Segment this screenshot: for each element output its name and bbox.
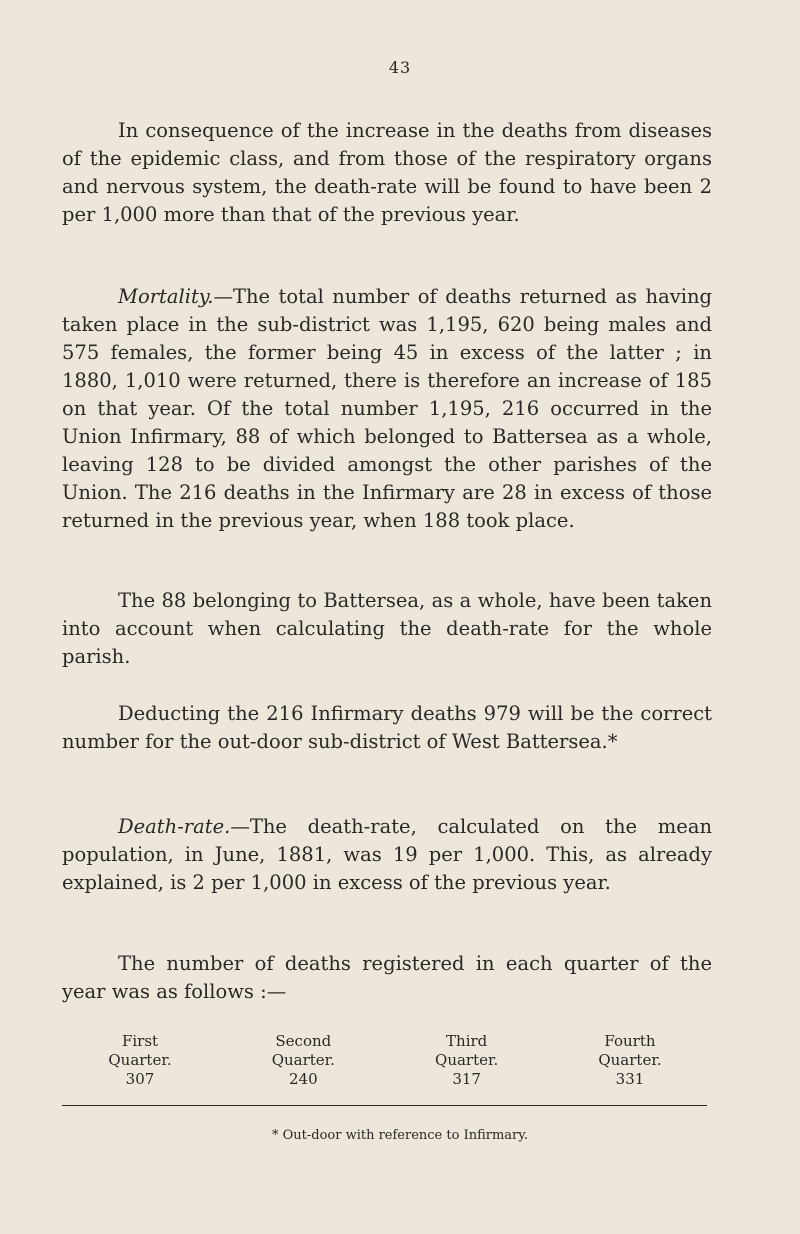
quarter-label: Quarter. (108, 1051, 172, 1069)
quarter-name: First (121, 1032, 159, 1050)
paragraph-text: In consequence of the increase in the deaths from diseases of the epidemic class, and from those of the respiratory organs and nervous system, the death-rate will be found to have been 2 per 1,000 more than that of the previous year. (62, 119, 712, 226)
paragraph-epidemic-increase (62, 117, 712, 229)
quarterly-deaths-table (75, 1032, 695, 1089)
paragraph-quarters-intro (62, 950, 712, 1006)
quarter-label: Quarter. (598, 1051, 662, 1069)
quarter-name: Fourth (604, 1032, 656, 1050)
paragraph-lead-mortality: Mortality. (118, 285, 214, 308)
footnote-divider (62, 1105, 707, 1106)
quarter-first (75, 1032, 205, 1089)
quarter-value: 307 (125, 1070, 155, 1088)
quarter-value: 240 (289, 1070, 318, 1088)
paragraph-deducting (62, 700, 712, 756)
quarter-name: Second (275, 1032, 332, 1050)
paragraph-text: The 88 belonging to Battersea, as a whole, have been taken into account when calculating the death-rate for the whole parish. (62, 589, 712, 668)
quarter-second (238, 1032, 368, 1089)
quarter-label: Quarter. (435, 1051, 499, 1069)
quarter-fourth (565, 1032, 695, 1089)
paragraph-text: The number of deaths registered in each quarter of the year was as follows :— (62, 952, 712, 1003)
quarter-third (402, 1032, 532, 1089)
quarter-value: 317 (452, 1070, 481, 1088)
paragraph-death-rate (62, 813, 712, 897)
paragraph-text: —The death-rate, calculated on the mean population, in June, 1881, was 19 per 1,000. This, as already explained, is 2 per 1,000 in excess of the previous year. (62, 815, 712, 894)
paragraph-lead-death-rate: Death-rate. (118, 815, 231, 838)
paragraph-mortality (62, 283, 712, 535)
quarter-label: Quarter. (271, 1051, 335, 1069)
quarter-value: 331 (615, 1070, 645, 1088)
paragraph-text: Deducting the 216 Infirmary deaths 979 will be the correct number for the out-door sub-district of West Battersea.* (62, 702, 712, 753)
quarter-name: Third (446, 1032, 488, 1050)
page-number: 43 (388, 58, 412, 77)
paragraph-battersea (62, 587, 712, 671)
paragraph-text: —The total number of deaths returned as having taken place in the sub-district was 1,195, 620 being males and 575 females, the former being 45 in excess of the latter ; in 1880, 1,010 were returned, there is therefore an increase of 185 on that year. Of the total number 1,195, 216 occurred in the Union Infirmary, 88 of which belonged to Battersea as a whole, leaving 128 to be divided amongst the other parishes of the Union. The 216 deaths in the Infirmary are 28 in excess of those returned in the previous year, when 188 took place. (62, 285, 712, 532)
footnote: * Out-door with reference to Infirmary. (271, 1128, 529, 1143)
